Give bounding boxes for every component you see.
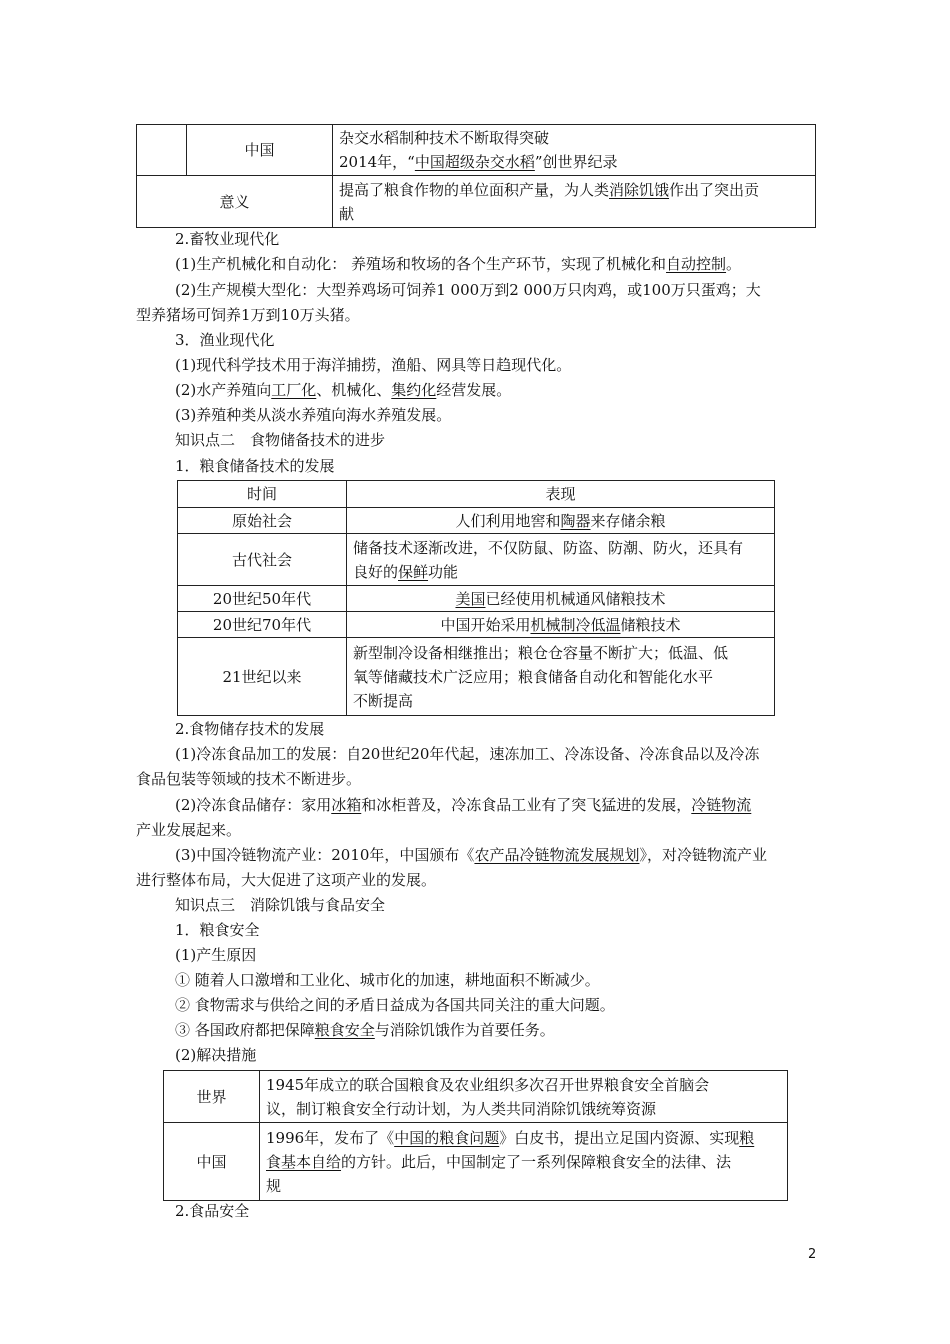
- paragraph-line: (3)养殖种类从淡水养殖向海水养殖发展。: [175, 406, 452, 424]
- table-row: [178, 638, 775, 716]
- section-heading: 3．渔业现代化: [175, 331, 275, 349]
- paragraph-line: (1)生产机械化和自动化： 养殖场和牧场的各个生产环节，实现了机械化和自动控制。: [175, 255, 742, 273]
- list-item: ② 食物需求与供给之间的矛盾日益成为各国共同关注的重大问题。: [175, 996, 615, 1014]
- knowledge-point-title: 知识点三 消除饥饿与食品安全: [175, 896, 386, 914]
- paragraph-line: (2)水产养殖向工厂化、机械化、集约化经营发展。: [175, 381, 512, 399]
- underlined-term: 冰箱: [331, 796, 362, 814]
- table-row: [164, 1123, 788, 1201]
- underlined-term: 食基本自给: [266, 1152, 342, 1171]
- table-cell-time: 20世纪70年代: [178, 612, 347, 638]
- table-row: [178, 612, 775, 638]
- cell-line: 良好的保鲜功能: [353, 562, 459, 581]
- section-heading: 1．粮食安全: [175, 921, 260, 939]
- table-row: [178, 534, 775, 586]
- table-cell-desc: [260, 1071, 788, 1123]
- underlined-term: 美国: [455, 589, 486, 608]
- cell-line: 氧等储藏技术广泛应用；粮食储备自动化和智能化水平: [353, 667, 714, 686]
- cell-line: 1996年，发布了《中国的粮食问题》白皮书，提出立足国内资源、实现粮: [266, 1128, 755, 1147]
- underlined-term: 中国的粮食问题: [394, 1128, 500, 1147]
- cell-line: 人们利用地窖和陶器来存储余粮: [455, 511, 666, 530]
- paragraph-line: (3)中国冷链物流产业：2010年，中国颁布《农产品冷链物流发展规划》，对冷链物流产业: [175, 846, 767, 864]
- underlined-term: 粮食安全: [314, 1021, 375, 1039]
- underlined-term: 集约化: [391, 381, 437, 399]
- underlined-term: 粮: [739, 1128, 755, 1147]
- list-item: ① 随着人口激增和工业化、城市化的加速，耕地面积不断减少。: [175, 971, 600, 989]
- grain-security-table: [163, 1070, 788, 1201]
- cell-line: 献: [339, 204, 355, 223]
- cell-line: 食基本自给的方针。此后，中国制定了一系列保障粮食安全的法律、法: [266, 1152, 732, 1171]
- grain-storage-table: [177, 480, 775, 716]
- cell-line: 议，制订粮食安全行动计划，为人类共同消除饥饿统筹资源: [266, 1099, 657, 1118]
- list-item: ③ 各国政府都把保障粮食安全与消除饥饿作为首要任务。: [175, 1021, 555, 1039]
- cell-line: 提高了粮食作物的单位面积产量，为人类消除饥饿作出了突出贡: [339, 180, 760, 199]
- table-cell-label: 中国: [164, 1123, 260, 1201]
- underlined-term: 冷链物流: [691, 796, 752, 814]
- table-cell-desc: [260, 1123, 788, 1201]
- table-row: [178, 508, 775, 534]
- table-header-time: 时间: [178, 481, 347, 508]
- section-heading: 2.食品安全: [175, 1202, 250, 1220]
- cell-line: 2014年，“中国超级杂交水稻”创世界纪录: [339, 153, 618, 171]
- cell-line: 1945年成立的联合国粮食及农业组织多次召开世界粮食安全首脑会: [266, 1075, 710, 1094]
- table-cell-label: 世界: [164, 1071, 260, 1123]
- tech-table: [136, 124, 816, 228]
- table-header-desc: 表现: [347, 481, 775, 508]
- paragraph-line: (1)冷冻食品加工的发展：自20世纪20年代起，速冻加工、冷冻设备、冷冻食品以及冷冻: [175, 745, 760, 763]
- table-cell-desc: [333, 125, 816, 176]
- underlined-term: 农产品冷链物流发展规划: [474, 846, 640, 864]
- table-cell-desc: [347, 612, 775, 638]
- cell-line: 不断提高: [353, 691, 414, 710]
- underlined-term: 陶器: [560, 511, 591, 530]
- paragraph-line: (2)生产规模大型化：大型养鸡场可饲养1 000万到2 000万只肉鸡，或100万只蛋鸡；大: [175, 281, 761, 299]
- underlined-term: 机械制冷低温: [530, 615, 621, 634]
- paragraph-line: (2)解决措施: [175, 1046, 257, 1064]
- table-cell-desc: [347, 534, 775, 586]
- underlined-term: 自动控制: [666, 255, 727, 273]
- table-cell-time: 原始社会: [178, 508, 347, 534]
- table-cell-time: 古代社会: [178, 534, 347, 586]
- paragraph-line: 产业发展起来。: [136, 821, 242, 839]
- cell-line: 杂交水稻制种技术不断取得突破: [339, 129, 550, 147]
- table-row: [164, 1071, 788, 1123]
- table-cell-desc: [347, 638, 775, 716]
- cell-line: 中国开始采用机械制冷低温储粮技术: [440, 615, 681, 634]
- table-cell-desc: [347, 508, 775, 534]
- cell-line: 新型制冷设备相继推出；粮仓仓容量不断扩大；低温、低: [353, 643, 729, 662]
- knowledge-point-title: 知识点二 食物储备技术的进步: [175, 431, 386, 449]
- cell-line: 储备技术逐渐改进，不仅防鼠、防盗、防潮、防火，还具有: [353, 538, 744, 557]
- paragraph-line: (1)现代科学技术用于海洋捕捞，渔船、网具等日趋现代化。: [175, 356, 572, 374]
- underlined-term: 工厂化: [271, 381, 317, 399]
- table-cell-time: 21世纪以来: [178, 638, 347, 716]
- cell-line: 规: [266, 1176, 282, 1195]
- table-row: [178, 586, 775, 612]
- table-cell-label: 意义: [137, 176, 333, 228]
- paragraph-line: 食品包装等领域的技术不断进步。: [136, 770, 362, 788]
- cell-line: 美国已经使用机械通风储粮技术: [455, 589, 666, 608]
- paragraph-line: 进行整体布局，大大促进了这项产业的发展。: [136, 871, 437, 889]
- table-cell-desc: [347, 586, 775, 612]
- underlined-term: 消除饥饿: [609, 180, 670, 199]
- paragraph-line: (1)产生原因: [175, 946, 257, 964]
- underlined-term: 中国超级杂交水稻: [414, 153, 535, 171]
- page-number: 2: [808, 1247, 817, 1262]
- table-cell-time: 20世纪50年代: [178, 586, 347, 612]
- table-cell-desc: [333, 176, 816, 228]
- paragraph-line: (2)冷冻食品储存：家用冰箱和冰柜普及，冷冻食品工业有了突飞猛进的发展，冷链物流: [175, 796, 752, 814]
- underlined-term: 保鲜: [398, 562, 429, 581]
- table-cell-empty: [137, 125, 187, 176]
- section-heading: 2.畜牧业现代化: [175, 230, 280, 248]
- section-heading: 2.食物储存技术的发展: [175, 720, 325, 738]
- paragraph-line: 型养猪场可饲养1万到10万头猪。: [136, 306, 360, 324]
- section-heading: 1．粮食储备技术的发展: [175, 457, 335, 475]
- table-cell-region: 中国: [187, 125, 333, 176]
